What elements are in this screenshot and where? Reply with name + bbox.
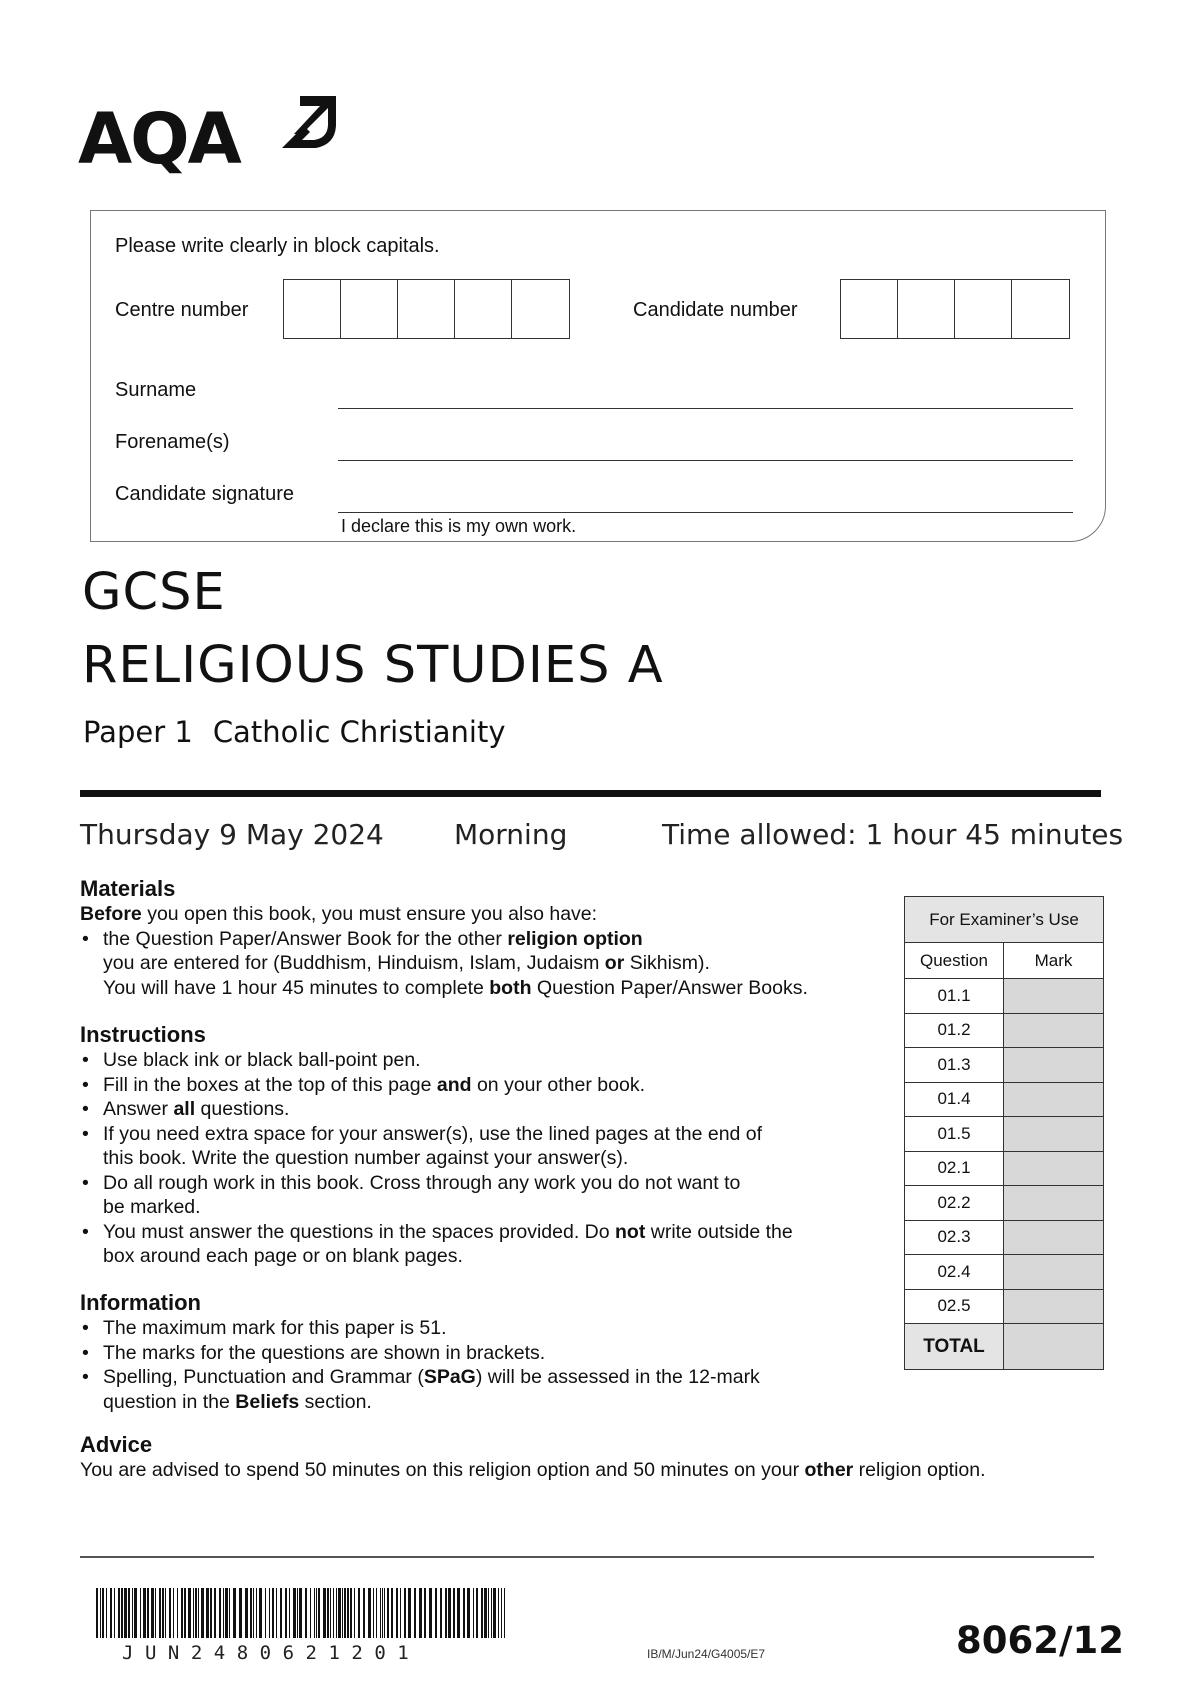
barcode-image <box>96 1588 508 1638</box>
information-section <box>80 1290 900 1414</box>
mark-cell[interactable] <box>1004 1255 1104 1290</box>
exam-details-row <box>80 818 1124 858</box>
mark-cell[interactable] <box>1004 979 1104 1014</box>
forename-label: Forename(s) <box>115 431 230 453</box>
mark-cell[interactable] <box>1004 1186 1104 1221</box>
mark-column-header: Mark <box>1004 943 1104 979</box>
table-row <box>905 1220 1104 1255</box>
barcode-number: JUN2480621201 <box>122 1642 421 1664</box>
candidate-digit-box[interactable] <box>1012 280 1069 338</box>
signature-line[interactable] <box>338 511 1073 513</box>
table-row <box>905 1117 1104 1152</box>
centre-digit-box[interactable] <box>512 280 569 338</box>
materials-list <box>80 927 890 1001</box>
centre-number-boxes[interactable] <box>283 279 570 339</box>
exam-date: Thursday 9 May 2024 <box>80 818 384 851</box>
advice-section <box>80 1432 1110 1483</box>
list-item: • the Question Paper/Answer Book for the other religion option you are entered for (Buddhism, Hinduism, Islam, Judaism or Sikhism). You will have 1 hour 45 minutes to complete both Question Paper/Answer Books. <box>80 927 890 1001</box>
signature-label: Candidate signature <box>115 483 295 505</box>
table-row <box>905 1289 1104 1324</box>
centre-number-label: Centre number <box>115 299 249 321</box>
mark-cell[interactable] <box>1004 1013 1104 1048</box>
question-number-cell: 01.5 <box>905 1117 1004 1152</box>
footer-divider <box>80 1556 1094 1558</box>
aqa-logo <box>78 92 348 187</box>
table-row <box>905 1255 1104 1290</box>
list-item: • If you need extra space for your answer(s), use the lined pages at the end of this book. Write the question number against your answer(s). <box>80 1122 900 1171</box>
qualification-title: GCSE <box>82 563 226 622</box>
candidate-digit-box[interactable] <box>898 280 955 338</box>
instructions-list <box>80 1048 900 1269</box>
paper-title <box>83 714 526 750</box>
candidate-number-label: Candidate number <box>633 299 798 321</box>
question-number-cell: 01.2 <box>905 1013 1004 1048</box>
instructions-section <box>80 1022 900 1269</box>
list-item: • Answer all questions. <box>80 1097 900 1122</box>
information-heading: Information <box>80 1290 201 1315</box>
block-capitals-instruction: Please write clearly in block capitals. <box>115 235 440 257</box>
question-number-cell: 01.3 <box>905 1048 1004 1083</box>
question-number-cell: 02.5 <box>905 1289 1004 1324</box>
list-item: • The marks for the questions are shown in brackets. <box>80 1341 900 1366</box>
mark-cell[interactable] <box>1004 1289 1104 1324</box>
mark-cell[interactable] <box>1004 1082 1104 1117</box>
information-list <box>80 1316 900 1414</box>
table-row <box>905 1082 1104 1117</box>
paper-option: Catholic Christianity <box>212 715 506 749</box>
mark-cell[interactable] <box>1004 1151 1104 1186</box>
candidate-digit-box[interactable] <box>955 280 1012 338</box>
aqa-leaf-icon <box>280 94 338 152</box>
examiner-table-title: For Examiner’s Use <box>905 897 1104 943</box>
forename-line[interactable] <box>338 459 1073 461</box>
total-mark-cell[interactable] <box>1004 1324 1104 1370</box>
materials-heading: Materials <box>80 876 176 901</box>
question-number-cell: 01.4 <box>905 1082 1004 1117</box>
advice-heading: Advice <box>80 1432 153 1457</box>
exam-time-allowed: Time allowed: 1 hour 45 minutes <box>662 818 1124 851</box>
subject-title: RELIGIOUS STUDIES A <box>82 636 664 695</box>
materials-section <box>80 876 890 1000</box>
advice-text: You are advised to spend 50 minutes on this religion option and 50 minutes on your other religion option. <box>80 1459 986 1481</box>
list-item: • You must answer the questions in the spaces provided. Do not write outside the box around each page or on blank pages. <box>80 1220 900 1269</box>
declaration-text: I declare this is my own work. <box>341 516 577 536</box>
paper-code: 8062/12 <box>956 1619 1124 1662</box>
table-row <box>905 1048 1104 1083</box>
total-row <box>905 1324 1104 1370</box>
question-number-cell: 02.3 <box>905 1220 1004 1255</box>
question-number-cell: 02.4 <box>905 1255 1004 1290</box>
examiner-use-table <box>904 896 1104 1370</box>
centre-digit-box[interactable] <box>455 280 512 338</box>
list-item: • Fill in the boxes at the top of this page and on your other book. <box>80 1073 900 1098</box>
surname-label: Surname <box>115 379 197 401</box>
list-item: • Use black ink or black ball-point pen. <box>80 1048 900 1073</box>
list-item: • The maximum mark for this paper is 51. <box>80 1316 900 1341</box>
exam-session: Morning <box>454 818 568 851</box>
question-number-cell: 02.1 <box>905 1151 1004 1186</box>
table-row <box>905 1013 1104 1048</box>
paper-number: Paper 1 <box>83 715 193 749</box>
candidate-number-boxes[interactable] <box>840 279 1070 339</box>
list-item: • Do all rough work in this book. Cross through any work you do not want to be marked. <box>80 1171 900 1220</box>
question-number-cell: 02.2 <box>905 1186 1004 1221</box>
centre-digit-box[interactable] <box>398 280 455 338</box>
mark-cell[interactable] <box>1004 1220 1104 1255</box>
centre-digit-box[interactable] <box>284 280 341 338</box>
total-label-cell: TOTAL <box>905 1324 1004 1370</box>
materials-intro: Before you open this book, you must ensure you also have: <box>80 903 598 925</box>
title-divider <box>80 790 1101 797</box>
instructions-heading: Instructions <box>80 1022 206 1047</box>
paper-reference: IB/M/Jun24/G4005/E7 <box>647 1647 766 1661</box>
question-number-cell: 01.1 <box>905 979 1004 1014</box>
table-row <box>905 1186 1104 1221</box>
table-row <box>905 979 1104 1014</box>
table-row <box>905 1151 1104 1186</box>
question-column-header: Question <box>905 943 1004 979</box>
surname-line[interactable] <box>338 407 1073 409</box>
centre-digit-box[interactable] <box>341 280 398 338</box>
mark-cell[interactable] <box>1004 1048 1104 1083</box>
list-item: • Spelling, Punctuation and Grammar (SPaG) will be assessed in the 12-mark question in the Beliefs section. <box>80 1365 900 1414</box>
mark-cell[interactable] <box>1004 1117 1104 1152</box>
logo-text: AQA <box>78 98 240 180</box>
candidate-digit-box[interactable] <box>841 280 898 338</box>
candidate-details-box <box>90 210 1106 542</box>
